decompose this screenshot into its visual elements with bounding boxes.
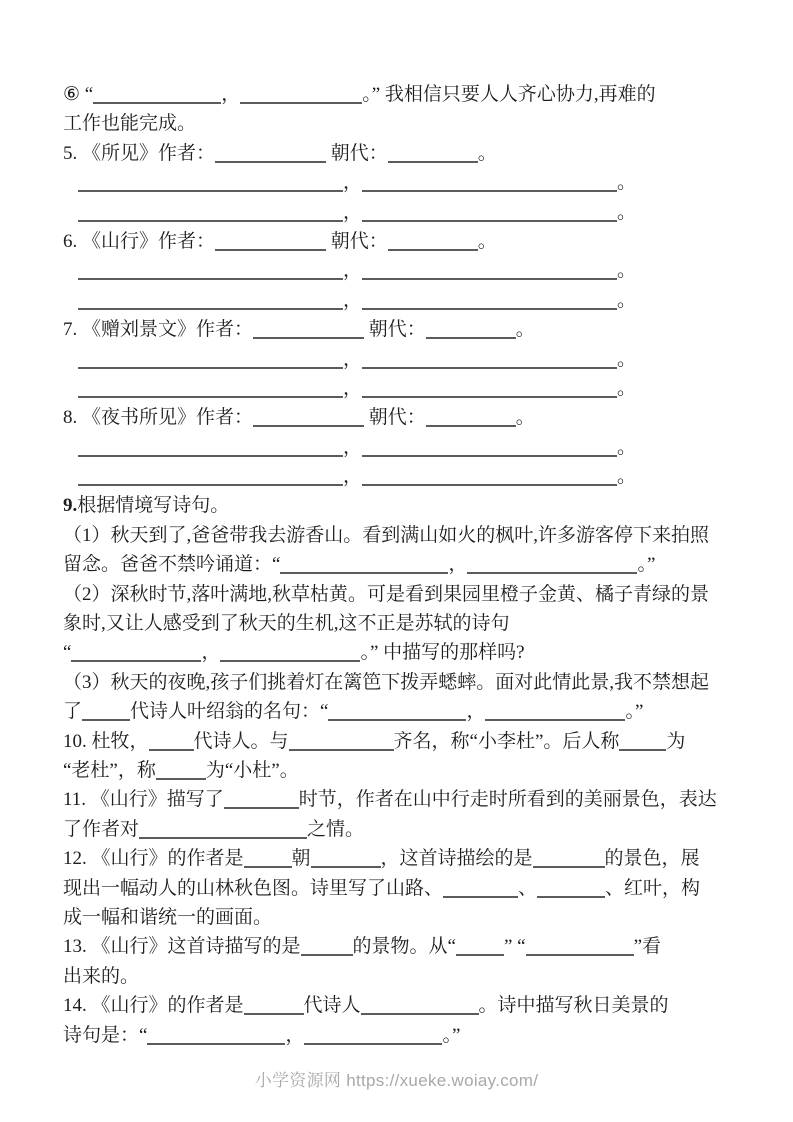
text-segment: 代诗人 [303, 995, 361, 1017]
question6-header [63, 227, 753, 256]
fill-in-blank [456, 937, 504, 956]
fill-in-blank [362, 290, 617, 309]
fill-in-blank [78, 290, 343, 309]
question12-line3 [63, 903, 753, 932]
question5-poem-line2 [63, 198, 753, 227]
text-segment: ， [343, 289, 363, 311]
text-segment: ，这首诗描绘的是 [380, 848, 533, 870]
text-segment: 。 [617, 201, 637, 223]
fill-in-blank [388, 143, 478, 162]
fill-in-blank [485, 702, 625, 721]
text-segment: ， [343, 260, 363, 282]
text-segment: （3）秋天的夜晚,孩子们挑着灯在篱笆下拨弄蟋蟀。面对此情此景,我不禁想起 [63, 671, 710, 693]
question9-sub2-line3 [63, 638, 753, 667]
text-segment: 出来的。 [63, 965, 140, 987]
fill-in-blank [240, 85, 362, 104]
text-segment: 11. 《山行》描写了 [63, 789, 224, 811]
fill-in-blank [362, 202, 617, 221]
text-segment: 。诗中描写秋日美景的 [478, 995, 669, 1017]
text-segment: 。” [625, 701, 644, 723]
question10-line1 [63, 727, 753, 756]
fill-in-blank [280, 555, 448, 574]
text-segment: ， [466, 701, 486, 723]
text-segment: 。” 我相信只要人人齐心协力,再难的 [362, 84, 656, 105]
fill-in-blank [78, 467, 343, 486]
text-segment: 、 [518, 877, 538, 899]
question5-poem-line1 [63, 168, 753, 197]
fill-in-blank [224, 790, 299, 809]
question9-sub1-line2 [63, 550, 753, 579]
fill-in-blank [71, 643, 201, 662]
fill-in-blank [253, 408, 364, 427]
fill-in-blank [78, 261, 343, 280]
question14-line1 [63, 991, 753, 1020]
text-segment: 朝代： [326, 230, 388, 252]
text-segment: 。 [617, 436, 637, 458]
text-segment: 10. 杜牧， [63, 730, 149, 752]
question9-sub3-line2 [63, 697, 753, 726]
fill-in-blank [139, 819, 307, 838]
text-segment: ， [201, 642, 221, 664]
text-segment: ， [285, 1024, 305, 1046]
fill-in-blank [253, 320, 364, 339]
text-segment: 13. 《山行》这首诗描写的是 [63, 936, 301, 958]
fill-in-blank [244, 849, 292, 868]
text-segment: 8. 《夜书所见》作者： [63, 407, 254, 429]
fill-in-blank [328, 702, 466, 721]
text-segment: ”看 [633, 936, 662, 958]
text-segment: 6. 《山行》作者： [63, 230, 216, 252]
fill-in-blank [311, 849, 381, 868]
text-segment: ， [343, 436, 363, 458]
text-segment: 12. 《山行》的作者是 [63, 848, 244, 870]
fill-in-blank [149, 731, 194, 750]
text-segment: 为“小杜”。 [205, 759, 299, 781]
text-segment: 7. 《赠刘景文》作者： [63, 319, 254, 341]
question12-line2 [63, 874, 753, 903]
text-segment: 成一幅和谐统一的画面。 [63, 906, 273, 928]
text-segment: 了作者对 [63, 818, 140, 840]
text-segment: 5. 《所见》作者： [63, 142, 216, 164]
text-segment: ， [343, 348, 363, 370]
text-segment: 象时,又让人感受到了秋天的生机,这不正是苏轼的诗句 [63, 613, 510, 635]
text-segment: 诗句是：“ [63, 1024, 148, 1046]
fill-in-blank [78, 379, 343, 398]
fill-in-blank [220, 643, 360, 662]
text-segment: 。 [477, 142, 497, 164]
question9-sub3-line1 [63, 668, 753, 697]
question9-header [63, 491, 753, 520]
question11-line2 [63, 815, 753, 844]
question11-line1 [63, 785, 753, 814]
fill-in-blank [362, 437, 617, 456]
text-segment: 。” [442, 1024, 461, 1046]
question13-line1 [63, 932, 753, 961]
text-segment: “老杜”，称 [63, 759, 156, 781]
question9-sub2-line2 [63, 609, 753, 638]
text-segment: ⑥ “ [63, 84, 94, 105]
fill-in-blank [78, 349, 343, 368]
text-segment: ， [221, 84, 241, 105]
fill-in-blank [215, 232, 326, 251]
question5-header [63, 139, 753, 168]
fill-in-blank [362, 379, 617, 398]
question14-line2 [63, 1021, 753, 1050]
text-segment: 齐名，称“小李杜”。后人称 [393, 730, 620, 752]
question12-line1 [63, 844, 753, 873]
text-segment: 了 [63, 701, 83, 723]
text-segment: 朝代： [364, 407, 426, 429]
question9-sub1-line1 [63, 521, 753, 550]
fill-in-blank [244, 996, 304, 1015]
text-segment: 。 [617, 348, 637, 370]
fill-in-blank [533, 849, 605, 868]
question7-poem-line2 [63, 374, 753, 403]
text-segment: 留念。爸爸不禁吟诵道：“ [63, 554, 281, 576]
text-segment: 代诗人。与 [193, 730, 289, 752]
text-segment: 之情。 [307, 818, 365, 840]
fill-in-blank [619, 731, 666, 750]
fill-in-blank [443, 878, 518, 897]
text-segment: “ [63, 642, 72, 664]
footer-site-text: 小学资源网 https://xueke.woiay.com/ [254, 1071, 539, 1090]
text-segment: 。” [637, 554, 656, 576]
question8-poem-line1 [63, 433, 753, 462]
text-segment: ， [343, 201, 363, 223]
page-footer [0, 1066, 793, 1091]
fill-in-blank [426, 320, 516, 339]
text-segment: 现出一幅动人的山林秋色图。诗里写了山路、 [63, 877, 444, 899]
question7-poem-line1 [63, 345, 753, 374]
text-segment: 、红叶，构 [605, 877, 701, 899]
fill-in-blank [304, 1025, 442, 1044]
fill-in-blank [215, 143, 326, 162]
text-segment: 朝代： [326, 142, 388, 164]
text-segment: ， [343, 172, 363, 194]
text-segment: 。” 中描写的那样吗? [360, 642, 525, 664]
text-segment: 。 [617, 289, 637, 311]
text-segment: 时节，作者在山中行走时所看到的美丽景色，表达 [298, 789, 717, 811]
text-segment: 。 [515, 319, 535, 341]
question8-poem-line2 [63, 462, 753, 491]
document-body [63, 80, 753, 1050]
text-segment: 14. 《山行》的作者是 [63, 995, 244, 1017]
question4-item6-line1 [63, 80, 753, 109]
fill-in-blank [93, 85, 221, 104]
fill-in-blank [467, 555, 637, 574]
text-segment: （1）秋天到了,爸爸带我去游香山。看到满山如火的枫叶,许多游客停下来拍照 [63, 524, 710, 546]
text-segment: 的景色，展 [604, 848, 700, 870]
question6-poem-line2 [63, 286, 753, 315]
fill-in-blank [301, 937, 353, 956]
fill-in-blank [156, 761, 206, 780]
question6-poem-line1 [63, 256, 753, 285]
question9-sub2-line1 [63, 580, 753, 609]
fill-in-blank [78, 437, 343, 456]
question4-item6-line2 [63, 109, 753, 138]
text-segment: 。 [617, 377, 637, 399]
text-segment: 。 [477, 230, 497, 252]
fill-in-blank [361, 996, 479, 1015]
question8-header [63, 403, 753, 432]
question13-line2 [63, 962, 753, 991]
text-segment: 代诗人叶绍翁的名句：“ [130, 701, 329, 723]
fill-in-blank [362, 467, 617, 486]
fill-in-blank [82, 702, 130, 721]
text-segment: 。 [617, 172, 637, 194]
text-segment: 。 [617, 260, 637, 282]
text-segment: ， [343, 466, 363, 488]
question7-header [63, 315, 753, 344]
fill-in-blank [362, 349, 617, 368]
text-segment: 朝代： [364, 319, 426, 341]
text-segment: （2）深秋时节,落叶满地,秋草枯黄。可是看到果园里橙子金黄、橘子青绿的景 [63, 583, 710, 605]
text-segment: 根据情境写诗句。 [77, 495, 230, 517]
text-segment: 。 [515, 407, 535, 429]
text-segment: 为 [666, 730, 686, 752]
fill-in-blank [289, 731, 394, 750]
fill-in-blank [147, 1025, 285, 1044]
fill-in-blank [426, 408, 516, 427]
text-segment: ” “ [503, 936, 526, 958]
text-segment: ， [343, 377, 363, 399]
fill-in-blank [362, 173, 617, 192]
fill-in-blank [526, 937, 634, 956]
fill-in-blank [78, 202, 343, 221]
text-segment: 工作也能完成。 [63, 113, 197, 135]
fill-in-blank [388, 232, 478, 251]
fill-in-blank [362, 261, 617, 280]
text-segment: 的景物。从“ [352, 936, 456, 958]
text-segment: 。 [617, 466, 637, 488]
fill-in-blank [537, 878, 605, 897]
text-segment: ， [448, 554, 468, 576]
text-segment: 9. [63, 495, 78, 517]
question10-line2 [63, 756, 753, 785]
text-segment: 朝 [291, 848, 311, 870]
fill-in-blank [78, 173, 343, 192]
